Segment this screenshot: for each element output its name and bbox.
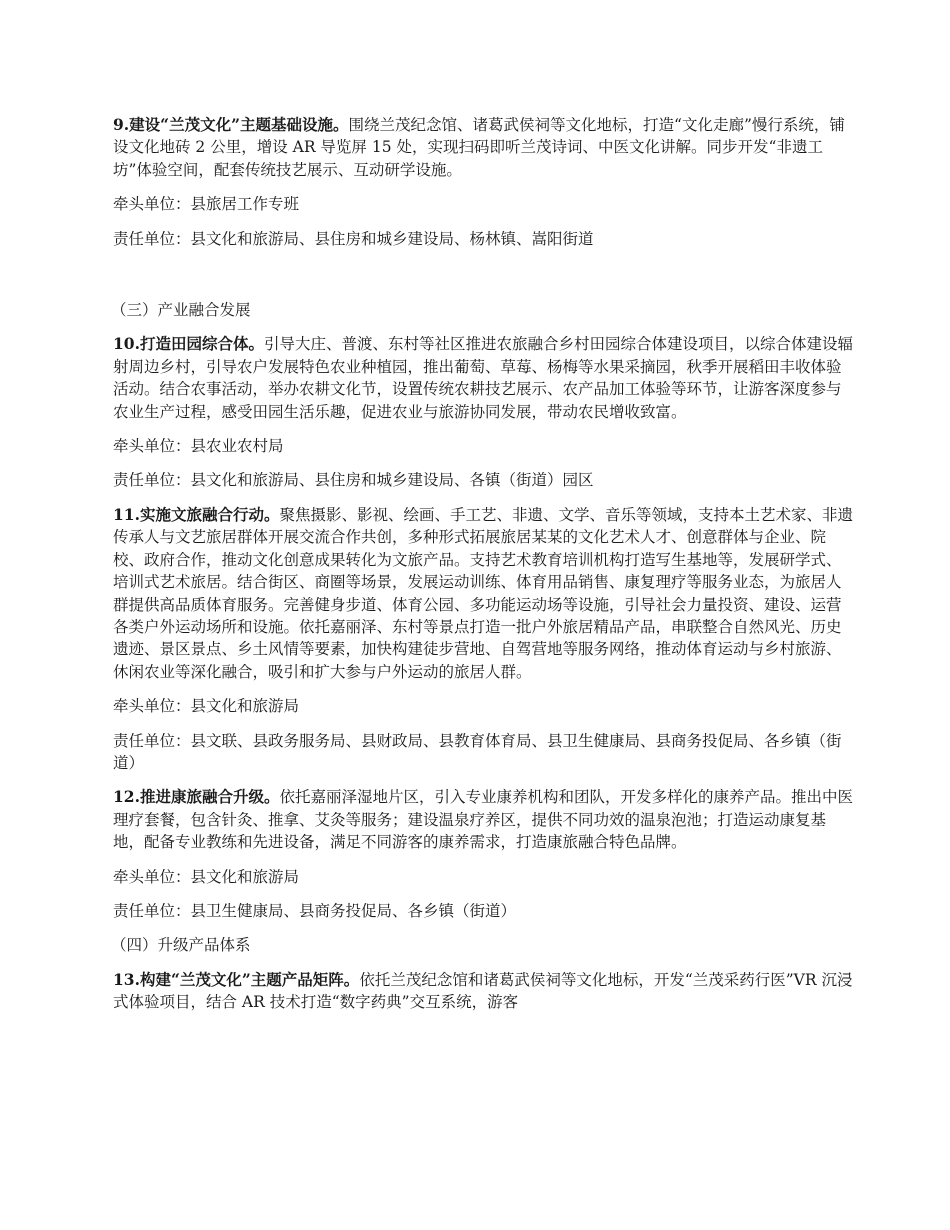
item-9-title: 9.建设“兰茂文化”主题基础设施。 [113,115,349,134]
item-13-paragraph [113,969,853,1014]
section-3-heading: （三）产业融合发展 [111,301,251,320]
item-11-title: 11.实施文旅融合行动。 [113,504,280,524]
document-page [113,114,853,1026]
item-10-responsible-unit: 责任单位：县文化和旅游局、县住房和城乡建设局、各镇（街道）园区 [113,471,594,490]
item-12-paragraph [113,786,853,853]
item-11-body: 聚焦摄影、影视、绘画、手工艺、非遗、文学、音乐等领域，支持本土艺术家、非遗传承人与文艺旅居群体开展交流合作共创，多种形式拓展旅居某某的文化艺术人才、创意群体与企业、院校、政府合作，推动文化创意成果转化为文旅产品。支持艺术教育培训机构打造写生基地等，发展研学式、培训式艺术旅居。结合街区、商圈等场景，发展运动训练、体育用品销售、康复理疗等服务业态，为旅居人群提供高品质体育服务。完善健身步道、体育公园、多功能运动场等设施，引导社会力量投资、建设、运营各类户外运动场所和设施。依托嘉丽泽、东村等景点打造一批户外旅居精品产品，串联整合自然风光、历史遗迹、景区景点、乡土风情等要素，加快构建徒步营地、自驾营地等服务网络，推动体育运动与乡村旅游、休闲农业等深化融合，吸引和扩大参与户外运动的旅居人群。 [113,505,853,681]
item-9-lead-unit: 牵头单位：县旅居工作专班 [113,195,300,214]
item-10-paragraph [113,333,853,423]
item-10-lead-unit: 牵头单位：县农业农村局 [113,437,284,456]
item-9-body: 围绕兰茂纪念馆、诸葛武侯祠等文化地标，打造“文化走廊”慢行系统，铺设文化地砖 2 公里，增设 AR 导览屏 15 处，实现扫码即听兰茂诗词、中医文化讲解。同步开发“非遗工坊”体验空间，配套传统技艺展示、互动研学设施。 [113,116,845,179]
item-13-body: 依托兰茂纪念馆和诸葛武侯祠等文化地标，开发“兰茂采药行医”VR 沉浸式体验项目，结合 AR 技术打造“数字药典”交互系统，游客 [113,970,853,1012]
item-12-lead-unit: 牵头单位：县文化和旅游局 [113,867,300,886]
item-12-body: 依托嘉丽泽湿地片区，引入专业康养机构和团队，开发多样化的康养产品。推出中医理疗套餐，包含针灸、推拿、艾灸等服务；建设温泉疗养区，提供不同功效的温泉泡池；打造运动康复基地，配备专业教练和先进设备，满足不同游客的康养需求，打造康旅融合特色品牌。 [113,788,853,852]
item-12-responsible-unit: 责任单位：县卫生健康局、县商务投促局、各乡镇（街道） [113,901,517,920]
item-10-body: 引导大庄、普渡、东村等社区推进农旅融合乡村田园综合体建设项目，以综合体建设辐射周边乡村，引导农户发展特色农业种植园，推出葡萄、草莓、杨梅等水果采摘园，秋季开展稻田丰收体验活动。结合农事活动，举办农耕文化节，设置传统农耕技艺展示、农产品加工体验等环节，让游客深度参与农业生产过程，感受田园生活乐趣，促进农业与旅游协同发展，带动农民增收致富。 [113,335,853,421]
item-13-title: 13.构建“兰茂文化”主题产品矩阵。 [113,969,360,989]
item-12-title: 12.推进康旅融合升级。 [113,787,280,807]
item-9-paragraph [113,114,853,181]
item-11-lead-unit: 牵头单位：县文化和旅游局 [113,697,300,716]
item-10-title: 10.打造田园综合体。 [113,334,264,354]
item-11-paragraph [113,504,853,683]
section-4-heading: （四）升级产品体系 [111,936,251,955]
item-9-responsible-unit: 责任单位：县文化和旅游局、县住房和城乡建设局、杨林镇、嵩阳街道 [113,229,594,248]
item-11-responsible-unit: 责任单位：县文联、县政务服务局、县财政局、县教育体育局、县卫生健康局、县商务投促局、各乡镇（街道） [113,731,842,772]
